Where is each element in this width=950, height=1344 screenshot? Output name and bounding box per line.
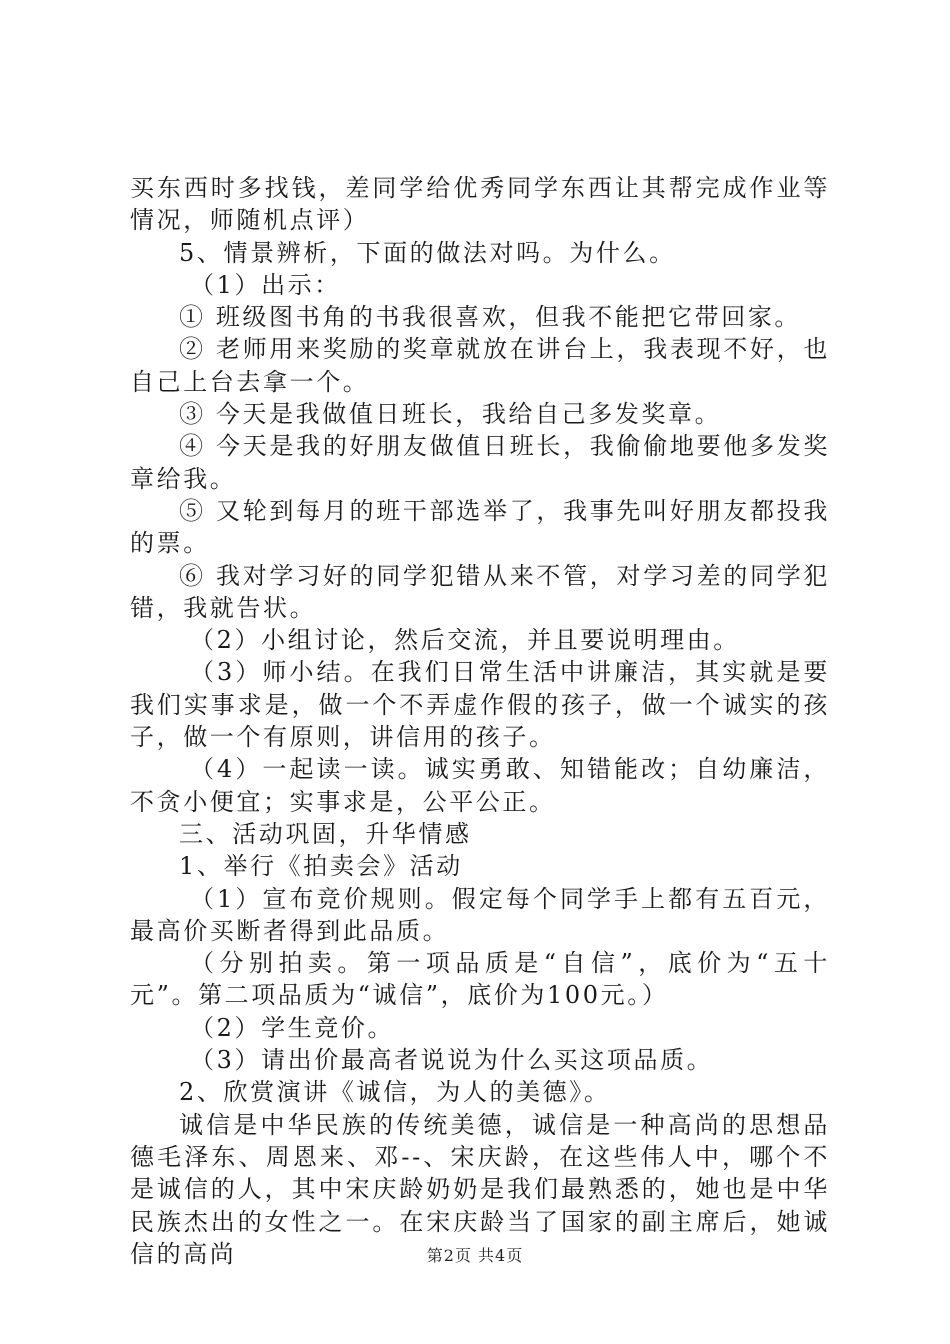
paragraph: （2）学生竞价。 [190, 1013, 395, 1042]
paragraph: ⑤ 又轮到每月的班干部选举了，我事先叫好朋友都投我的票。 [130, 496, 830, 558]
paragraph: 诚信是中华民族的传统美德，诚信是一种高尚的思想品德毛泽东、周恩来、邓--、宋庆龄，在这些伟人中，哪个不是诚信的人，其中宋庆龄奶奶是我们最熟悉的，她也是中华民族杰出的女性之一。在宋庆龄当了国家的副主席后，她诚信的高尚 [130, 1110, 830, 1268]
paragraph: （3）师小结。在我们日常生活中讲廉洁，其实就是要我们实事求是，做一个不弄虚作假的孩子，做一个诚实的孩子，做一个有原则，讲信用的孩子。 [130, 658, 830, 752]
paragraph: 5、情景辨析，下面的做法对吗。为什么。 [179, 238, 676, 267]
paragraph: （4）一起读一读。诚实勇敢、知错能改；自幼廉洁，不贪小便宜；实事求是，公平公正。 [130, 755, 830, 816]
paragraph: （3）请出价最高者说说为什么买这项品质。 [190, 1046, 714, 1075]
paragraph: ② 老师用来奖励的奖章就放在讲台上，我表现不好，也自己上台去拿一个。 [130, 335, 830, 396]
document-body [130, 172, 830, 1270]
paragraph: （分别拍卖。第一项品质是“自信”，底价为“五十元”。第二项品质为“诚信”，底价为100元。） [130, 949, 830, 1010]
section-heading: 三、活动巩固，升华情感 [179, 819, 472, 848]
paragraph: ④ 今天是我的好朋友做值日班长，我偷偷地要他多发奖章给我。 [130, 432, 830, 493]
paragraph: （1）宣布竞价规则。假定每个同学手上都有五百元，最高价买断者得到此品质。 [130, 884, 830, 945]
page-number-label: 第2页 共4页 [426, 1246, 524, 1265]
paragraph: ⑥ 我对学习好的同学犯错从来不管，对学习差的同学犯错，我就告状。 [130, 561, 830, 622]
paragraph: ① 班级图书角的书我很喜欢，但我不能把它带回家。 [179, 303, 802, 332]
paragraph: ③ 今天是我做值日班长，我给自己多发奖章。 [179, 400, 722, 429]
paragraph: 2、欣赏演讲《诚信，为人的美德》。 [179, 1078, 611, 1107]
paragraph: 1、举行《拍卖会》活动 [179, 852, 463, 881]
paragraph: （1）出示： [190, 270, 341, 299]
paragraph: （2）小组讨论，然后交流，并且要说明理由。 [190, 626, 740, 655]
paragraph: 买东西时多找钱，差同学给优秀同学东西让其帮完成作业等情况，师随机点评） [130, 174, 830, 235]
page-footer [0, 1243, 950, 1266]
